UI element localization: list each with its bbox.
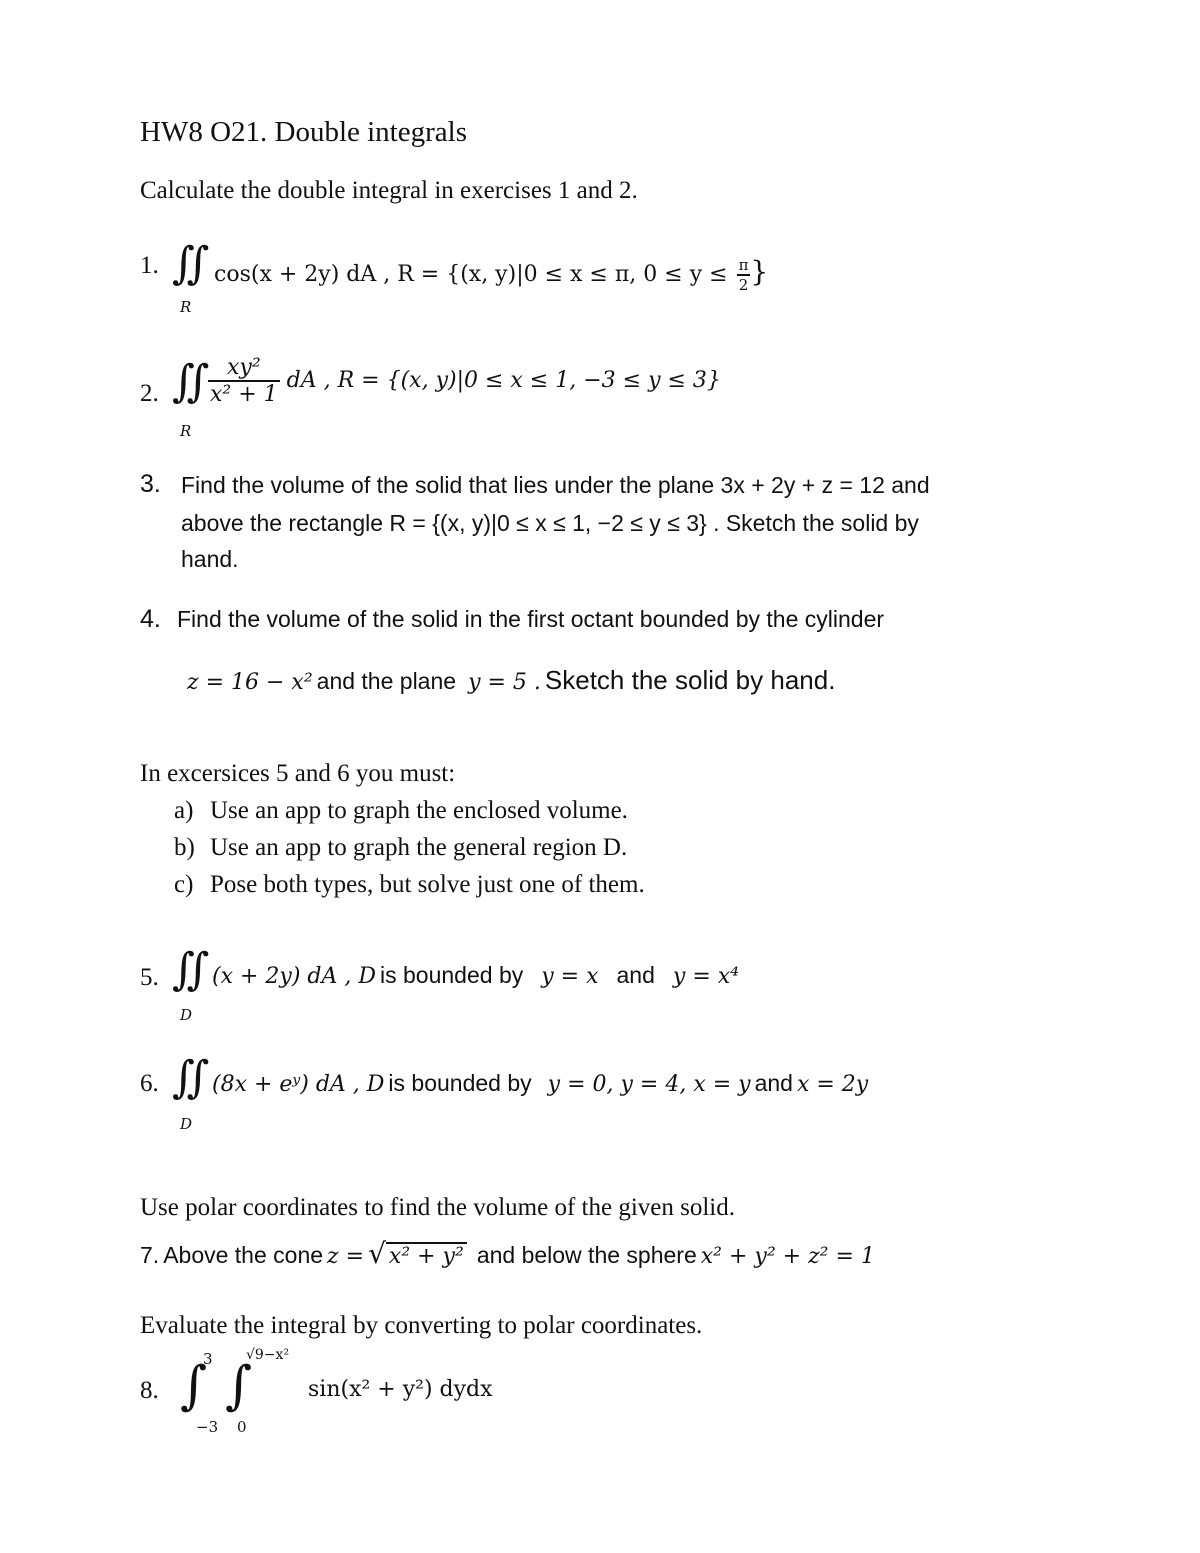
ex5-number: 5. — [140, 964, 159, 991]
ex8-lower2: 0 — [237, 1418, 247, 1436]
ex6-number: 6. — [140, 1070, 159, 1097]
integral-sign-outer: ∫ — [180, 1356, 208, 1416]
ex7-sphere: x² + y² + z² = 1 — [700, 1244, 875, 1269]
double-integral-sign: ∬ — [172, 238, 210, 289]
instruction-text-a: Use an app to graph the enclosed volume. — [210, 797, 628, 824]
ex8-upper2: √9−x² — [246, 1347, 290, 1363]
ex5-expr: (x + 2y) dA , D — [212, 964, 377, 989]
ex5-region-label: D — [180, 1006, 193, 1024]
ex8-lower1: −3 — [196, 1418, 219, 1436]
ex4-eq2: y = 5 . — [468, 670, 541, 695]
instruction-marker-c: c) — [174, 871, 194, 898]
ex6-eq1: y = 0, y = 4, x = y — [547, 1072, 751, 1097]
ex8-integrand: sin(x² + y²) dydx — [308, 1377, 493, 1402]
ex6-expr: (8x + eʸ) dA , D — [212, 1072, 385, 1097]
double-integral-sign: ∬ — [172, 1052, 210, 1103]
ex6-text1: is bounded by — [388, 1070, 532, 1096]
ex4-tail: Sketch the solid by hand. — [544, 665, 836, 695]
ex1-expression — [214, 255, 768, 294]
ex3-line1: Find the volume of the solid that lies under the plane 3x + 2y + z = 12 and — [181, 472, 930, 498]
ex1-number: 1. — [140, 252, 159, 279]
ex8-number: 8. — [140, 1377, 159, 1404]
instruction-marker-a: a) — [174, 797, 194, 824]
ex2-expr: dA , R = {(x, y)|0 ≤ x ≤ 1, −3 ≤ y ≤ 3} — [286, 368, 721, 393]
ex5-expression — [212, 962, 739, 989]
sqrt-icon: √ — [368, 1237, 386, 1270]
instruction-text-c: Pose both types, but solve just one of them. — [210, 871, 645, 898]
ex2-region-label: R — [180, 422, 192, 440]
ex4-line1: Find the volume of the solid in the first octant bounded by the cylinder — [177, 606, 885, 632]
ex7-text2: and below the sphere — [476, 1242, 697, 1268]
ex7-radicand: x² + y² — [386, 1242, 467, 1269]
ex1-expr: cos(x + 2y) dA , R = {(x, y)|0 ≤ x ≤ π, 0 ≤ y ≤ — [214, 262, 728, 287]
instructions-lead: In excersices 5 and 6 you must: — [140, 760, 456, 787]
ex2-number: 2. — [140, 380, 159, 407]
page-title: HW8 O21. Double integrals — [140, 116, 467, 148]
eval-intro: Evaluate the integral by converting to polar coordinates. — [140, 1312, 703, 1339]
ex4-line2 — [187, 665, 835, 696]
ex7-number: 7. — [140, 1242, 160, 1268]
instruction-marker-b: b) — [174, 834, 195, 861]
ex2-frac-num: xy² — [208, 355, 280, 382]
ex5-eq2: y = x⁴ — [672, 964, 739, 989]
ex4-mid: and the plane — [316, 668, 457, 694]
ex3-line2: above the rectangle R = {(x, y)|0 ≤ x ≤ 1, −2 ≤ y ≤ 3} . Sketch the solid by — [181, 510, 919, 536]
ex6-eq2: x = 2y — [796, 1072, 869, 1097]
integral-sign-inner: ∫ — [225, 1356, 253, 1416]
ex4-eq1: z = 16 − x² — [187, 670, 313, 695]
ex8-upper1: 3 — [203, 1350, 213, 1368]
ex5-text1: is bounded by — [380, 962, 524, 988]
ex6-and: and — [754, 1070, 793, 1096]
ex5-eq1: y = x — [541, 964, 599, 989]
double-integral-sign: ∬ — [172, 944, 210, 995]
ex7-line — [140, 1237, 875, 1270]
ex7-text1: Above the cone — [163, 1242, 324, 1268]
ex2-frac-den: x² + 1 — [210, 382, 278, 407]
double-integral-sign: ∬ — [172, 356, 210, 407]
ex6-expression — [212, 1070, 868, 1097]
ex1-close-brace: } — [750, 255, 769, 288]
ex1-frac-den: 2 — [738, 276, 749, 294]
ex5-and: and — [616, 962, 655, 988]
ex4-number: 4. — [140, 605, 161, 633]
ex3-number: 3. — [140, 470, 161, 498]
instruction-text-b: Use an app to graph the general region D. — [210, 834, 628, 861]
ex1-pi-over-2 — [737, 256, 751, 294]
polar-intro: Use polar coordinates to find the volume of the given solid. — [140, 1194, 736, 1221]
ex6-region-label: D — [180, 1115, 193, 1133]
ex1-region-label: R — [180, 298, 192, 316]
ex3-line3: hand. — [181, 546, 239, 572]
intro-text: Calculate the double integral in exercises 1 and 2. — [140, 177, 638, 204]
ex7-cone-lhs: z = — [327, 1244, 365, 1269]
ex1-frac-num: π — [738, 256, 749, 274]
ex2-expression — [208, 355, 721, 407]
ex2-fraction — [208, 355, 280, 407]
